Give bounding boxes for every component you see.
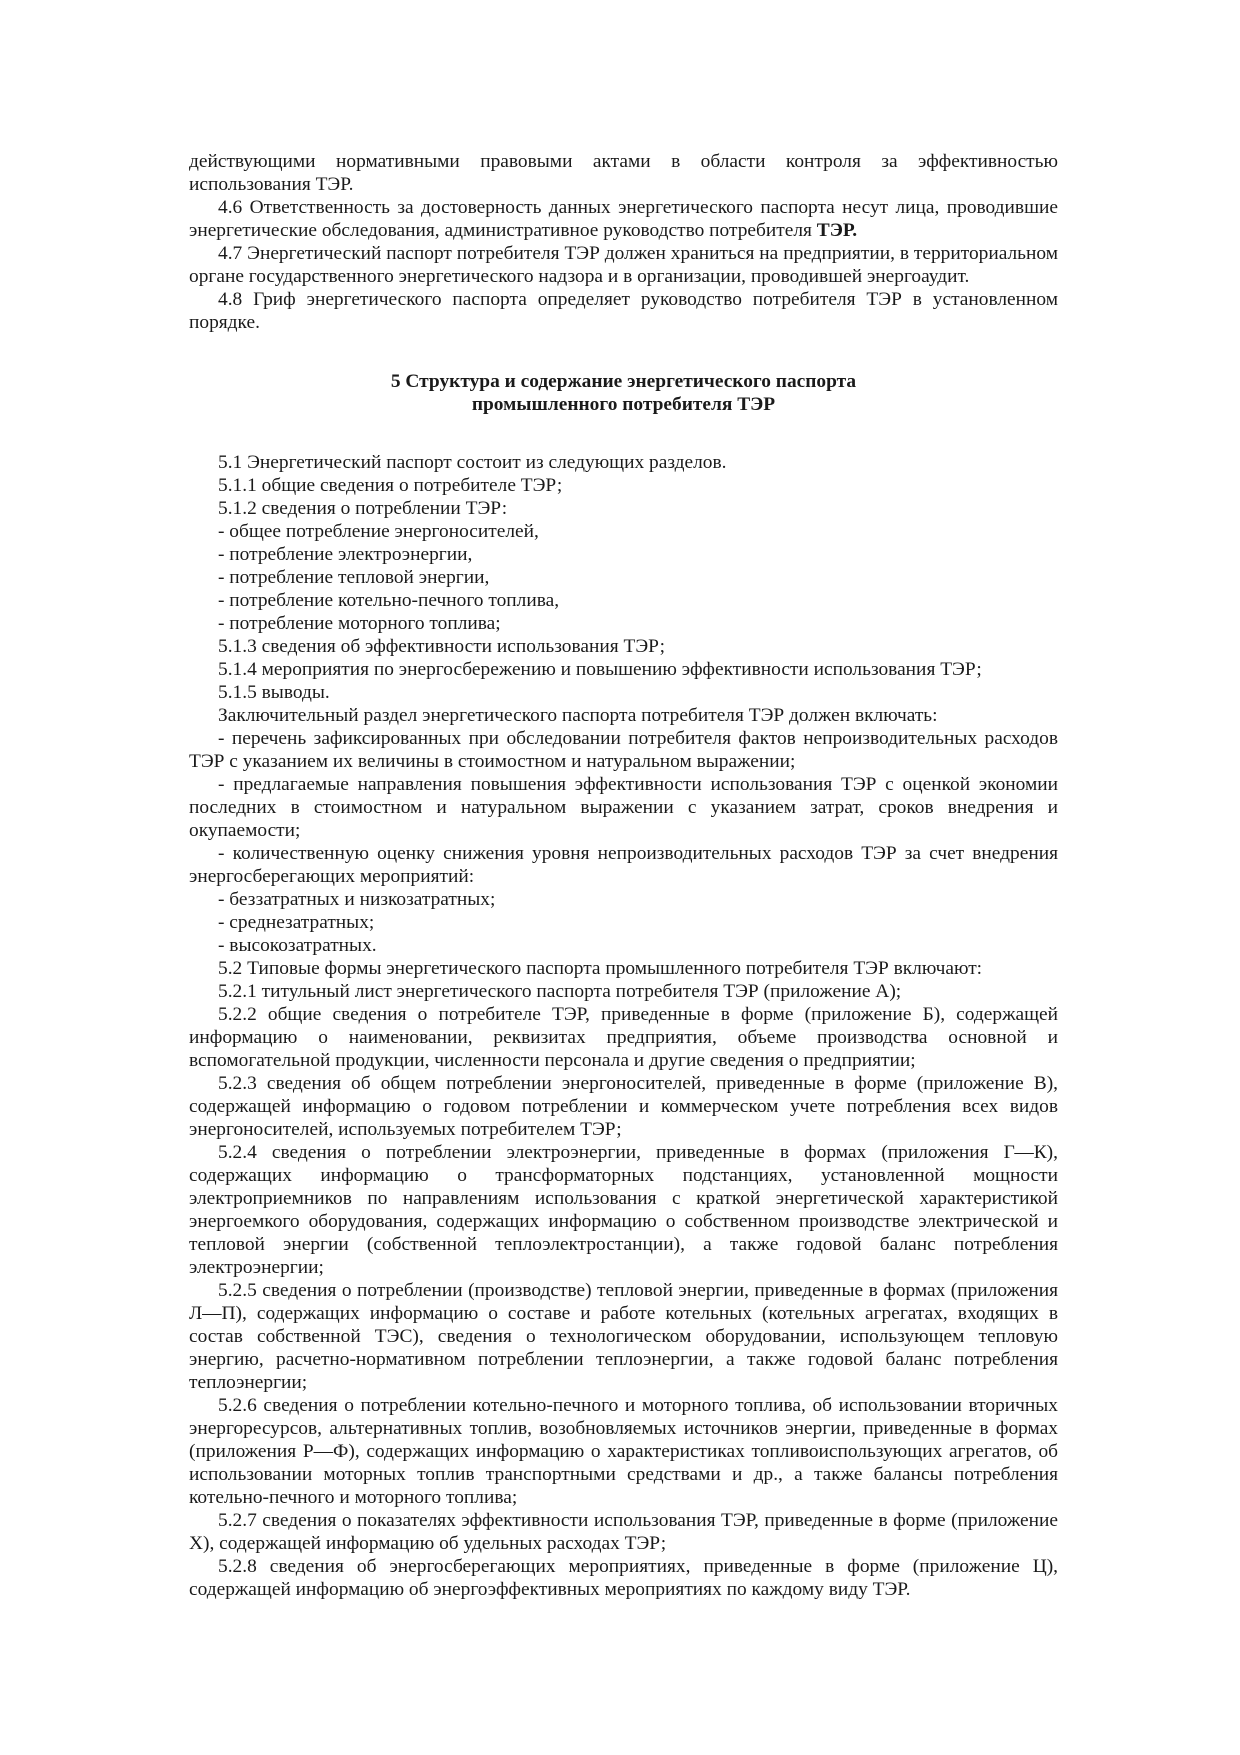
list-item: - предлагаемые направления повышения эффективности использования ТЭР с оценкой экономии последних в стоимостном и натуральном выражении с указанием затрат, сроков внедрения и окупаемости;	[189, 774, 1058, 841]
list-item: - потребление котельно-печного топлива,	[218, 590, 560, 611]
paragraph-5-1-2: 5.1.2 сведения о потреблении ТЭР:	[218, 498, 508, 519]
paragraph-5-2-6: 5.2.6 сведения о потреблении котельно-печного и моторного топлива, об использовании вторичных энергоресурсов, альтернативных топлив, возобновляемых источников энергии, приведенные в формах (приложения Р—Ф), содержащих информацию о характеристиках топливоиспользующих агрегатов, об использовании моторных топлив транспортными средствами и др., а также балансы потребления котельно-печного и моторного топлива;	[189, 1395, 1058, 1508]
list-item: - высокозатратных.	[218, 935, 377, 956]
section-5-body	[189, 451, 1058, 1601]
paragraph-5-1-5: 5.1.5 выводы.	[218, 682, 330, 703]
list-item: - потребление электроэнергии,	[218, 544, 473, 565]
paragraph-final-section-intro: Заключительный раздел энергетического паспорта потребителя ТЭР должен включать:	[218, 705, 938, 726]
paragraph-5-2-7: 5.2.7 сведения о показателях эффективности использования ТЭР, приведенные в форме (приложение Х), содержащей информацию об удельных расходах ТЭР;	[189, 1510, 1058, 1554]
paragraph-5-2-8: 5.2.8 сведения об энергосберегающих мероприятиях, приведенные в форме (приложение Ц), содержащей информацию об энергоэффективных мероприятиях по каждому виду ТЭР.	[189, 1556, 1058, 1600]
list-item: - потребление тепловой энергии,	[218, 567, 490, 588]
list-item: - общее потребление энергоносителей,	[218, 521, 539, 542]
list-item: - потребление моторного топлива;	[218, 613, 501, 634]
paragraph-4-7: 4.7 Энергетический паспорт потребителя ТЭР должен храниться на предприятии, в территориальном органе государственного энергетического надзора и в организации, проводившей энергоаудит.	[189, 243, 1058, 287]
list-item: - перечень зафиксированных при обследовании потребителя фактов непроизводительных расходов ТЭР с указанием их величины в стоимостном и натуральном выражении;	[189, 728, 1058, 772]
paragraph-5-2: 5.2 Типовые формы энергетического паспорта промышленного потребителя ТЭР включают:	[218, 958, 983, 979]
paragraph-5-1-1: 5.1.1 общие сведения о потребителе ТЭР;	[218, 475, 563, 496]
list-item: - беззатратных и низкозатратных;	[218, 889, 496, 910]
section-5-title-line2: промышленного потребителя ТЭР	[471, 394, 776, 415]
paragraph-5-2-2: 5.2.2 общие сведения о потребителе ТЭР, приведенные в форме (приложение Б), содержащей информацию о наименовании, реквизитах предприятия, объеме производства основной и вспомогательной продукции, численности персонала и другие сведения о предприятии;	[189, 1004, 1058, 1071]
paragraph-4-6-text: 4.6 Ответственность за достоверность данных энергетического паспорта несут лица, проводившие энергетические обследования, административное руководство потребителя	[189, 197, 1058, 241]
document-page	[189, 150, 1058, 1601]
paragraph-5-2-3: 5.2.3 сведения об общем потреблении энергоносителей, приведенные в форме (приложение В), содержащей информацию о годовом потреблении и коммерческом учете потребления всех видов энергоносителей, используемых потребителем ТЭР;	[189, 1073, 1058, 1140]
section-5-title-line1: 5 Структура и содержание энергетического паспорта	[390, 371, 857, 392]
paragraph-5-2-5: 5.2.5 сведения о потреблении (производстве) тепловой энергии, приведенные в формах (приложения Л—П), содержащих информацию о составе и работе котельных (котельных агрегатах, входящих в состав собственной ТЭС), сведения о технологическом оборудовании, использующем тепловую энергию, расчетно-нормативном потреблении теплоэнергии, а также годовой баланс потребления теплоэнергии;	[189, 1280, 1058, 1393]
paragraph-5-2-4: 5.2.4 сведения о потреблении электроэнергии, приведенные в формах (приложения Г—К), содержащих информацию о трансформаторных подстанциях, установленной мощности электроприемников по направлениям использования с краткой энергетической характеристикой энергоемкого оборудования, содержащих информацию о собственном производстве электрической и тепловой энергии (собственной теплоэлектростанции), а также годовой баланс потребления электроэнергии;	[189, 1142, 1058, 1278]
paragraph-5-1-3: 5.1.3 сведения об эффективности использования ТЭР;	[218, 636, 666, 657]
paragraph-continuation: действующими нормативными правовыми актами в области контроля за эффективностью использования ТЭР.	[189, 151, 1058, 195]
paragraph-4-6	[189, 196, 1058, 242]
section-5-heading	[189, 370, 1058, 416]
paragraph-4-6-bold: ТЭР.	[816, 220, 858, 241]
paragraph-5-2-1: 5.2.1 титульный лист энергетического паспорта потребителя ТЭР (приложение А);	[218, 981, 902, 1002]
paragraph-5-1: 5.1 Энергетический паспорт состоит из следующих разделов.	[218, 452, 727, 473]
list-item: - среднезатратных;	[218, 912, 375, 933]
list-item: - количественную оценку снижения уровня непроизводительных расходов ТЭР за счет внедрения энергосберегающих мероприятий:	[189, 843, 1058, 887]
paragraph-4-8: 4.8 Гриф энергетического паспорта определяет руководство потребителя ТЭР в установленном порядке.	[189, 289, 1058, 333]
paragraph-5-1-4: 5.1.4 мероприятия по энергосбережению и повышению эффективности использования ТЭР;	[218, 659, 982, 680]
